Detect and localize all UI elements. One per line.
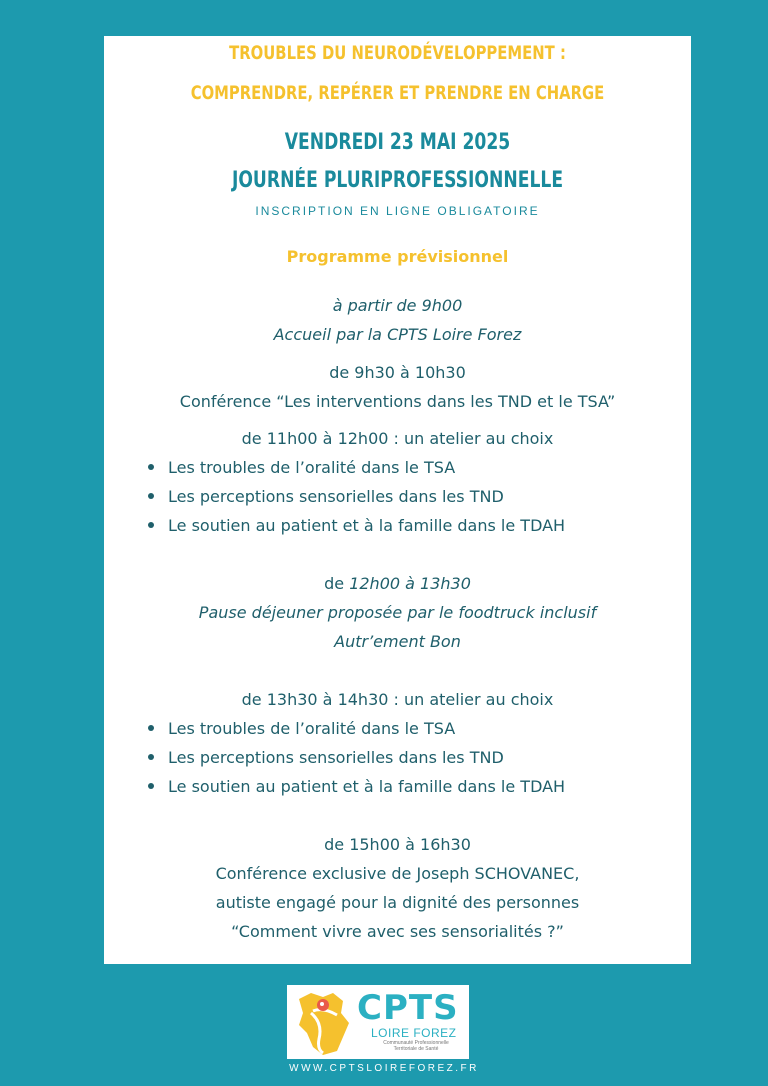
bullet-icon [148, 754, 154, 760]
lunch-line-2: Autr’ement Bon [334, 632, 461, 651]
workshop1-time: de 11h00 à 12h00 : un atelier au choix [241, 429, 554, 448]
program-card [104, 36, 691, 964]
list-item: Les troubles de l’oralité dans le TSA [148, 714, 565, 743]
website-link[interactable]: WWW.CPTSLOIREFOREZ.FR [289, 1063, 479, 1074]
event-type: JOURNÉE PLURIPROFESSIONNELLE [231, 168, 564, 193]
conference1-time: de 9h30 à 10h30 [329, 363, 466, 382]
conference2-line-1: Conférence exclusive de Joseph SCHOVANEC, [215, 864, 580, 883]
bullet-icon [148, 464, 154, 470]
bullet-icon [148, 522, 154, 528]
welcome-text: Accueil par la CPTS Loire Forez [273, 325, 522, 344]
conference2-line-3: “Comment vivre avec ses sensorialités ?” [231, 922, 564, 941]
bullet-icon [148, 493, 154, 499]
cpts-logo[interactable] [287, 985, 469, 1059]
logo-sub-text: LOIRE FOREZ [371, 1026, 457, 1040]
conference2-time: de 15h00 à 16h30 [324, 835, 471, 854]
event-date: VENDREDI 23 MAI 2025 [284, 130, 511, 155]
welcome-time: à partir de 9h00 [332, 296, 463, 315]
bullet-icon [148, 783, 154, 789]
lunch-line-1: Pause déjeuner proposée par le foodtruck inclusif [198, 603, 597, 622]
lunch-time: de 12h00 à 13h30 [324, 574, 471, 593]
conference1-text: Conférence “Les interventions dans les TND et le TSA” [179, 392, 616, 411]
list-item: Les troubles de l’oralité dans le TSA [148, 453, 565, 482]
bullet-icon [148, 725, 154, 731]
registration-notice: INSCRIPTION EN LIGNE OBLIGATOIRE [255, 204, 540, 218]
logo-caption: Communauté Professionnelle Territoriale de Santé [383, 1040, 449, 1052]
map-icon [293, 989, 359, 1057]
list-item: Les perceptions sensorielles dans les TND [148, 482, 565, 511]
conference2-line-2: autiste engagé pour la dignité des personnes [215, 893, 580, 912]
programme-heading: Programme prévisionnel [286, 247, 509, 266]
list-item: Les perceptions sensorielles dans les TND [148, 743, 565, 772]
workshop1-list [148, 453, 565, 540]
workshop2-time: de 13h30 à 14h30 : un atelier au choix [241, 690, 554, 709]
workshop2-list [148, 714, 565, 801]
list-item: Le soutien au patient et à la famille dans le TDAH [148, 511, 565, 540]
title-line-2: COMPRENDRE, REPÉRER ET PRENDRE EN CHARGE [190, 82, 605, 104]
title-line-1: TROUBLES DU NEURODÉVELOPPEMENT : [229, 42, 566, 64]
list-item: Le soutien au patient et à la famille dans le TDAH [148, 772, 565, 801]
logo-main-text: CPTS [357, 988, 459, 1028]
